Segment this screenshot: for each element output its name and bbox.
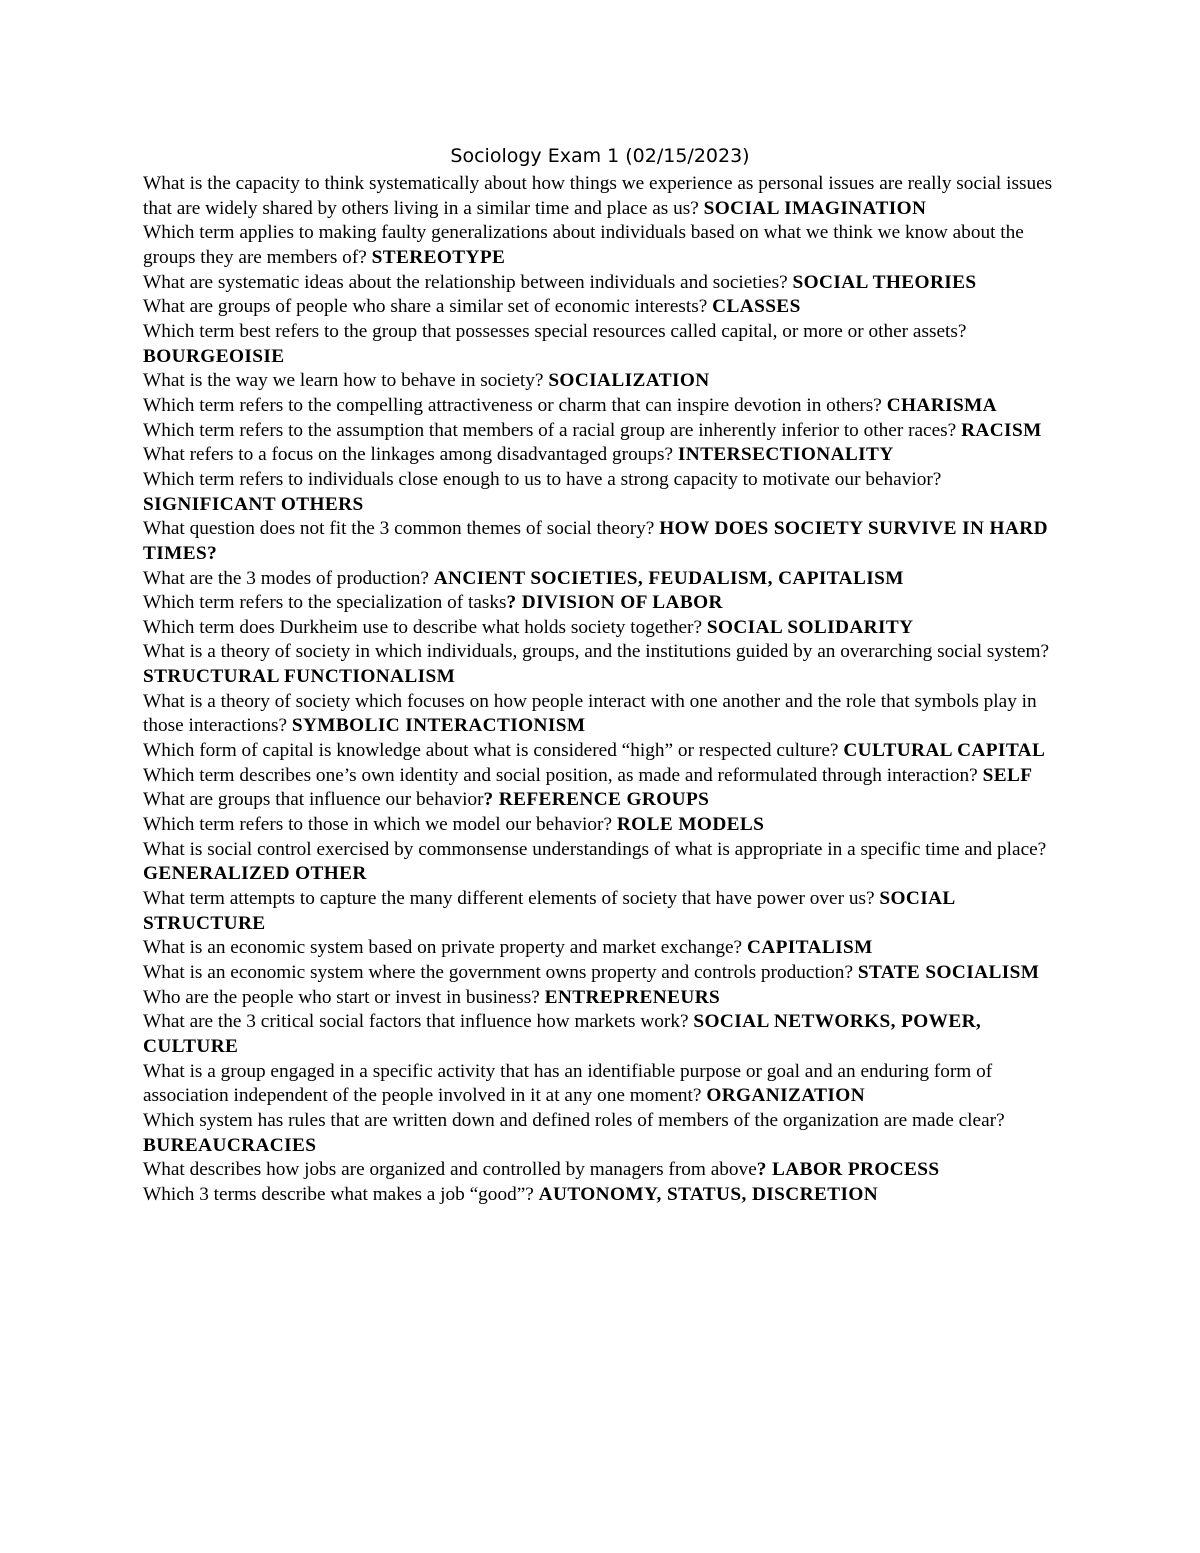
answer-text: CAPITALISM (746, 937, 873, 959)
question-text: Which term describes one’s own identity and social position, as made and reformulated through interaction? (143, 764, 978, 786)
answer-text: AUTONOMY, STATUS, DISCRETION (538, 1183, 879, 1205)
answer-text: ? LABOR PROCESS (756, 1159, 940, 1181)
question-text: What describes how jobs are organized and controlled by managers from above (143, 1159, 757, 1181)
answer-text: BOURGEOISIE (143, 345, 285, 367)
qa-item (143, 788, 1068, 813)
question-text: Which term best refers to the group that possesses special resources called capital, or more or other assets? (143, 320, 967, 342)
answer-text: SOCIAL THEORIES (792, 271, 977, 293)
question-text: What refers to a focus on the linkages among disadvantaged groups? (143, 444, 674, 466)
question-text: What is the capacity to think systematically about how things we experience as personal issues are really social issues that are widely shared by others living in a similar time and place as us? (143, 173, 1053, 219)
qa-item (143, 616, 1068, 641)
answer-text: ROLE MODELS (616, 814, 765, 836)
qa-item (143, 369, 1068, 394)
question-text: Which term refers to the assumption that members of a racial group are inherently inferior to other races? (143, 419, 957, 441)
qa-item (143, 591, 1068, 616)
answer-text: SELF (982, 764, 1033, 786)
qa-item (143, 172, 1068, 221)
qa-item (143, 961, 1068, 986)
question-text: Which 3 terms describe what makes a job “good”? (143, 1183, 534, 1205)
answer-text: SOCIAL STRUCTURE (143, 888, 955, 934)
question-text: What are systematic ideas about the relationship between individuals and societies? (143, 271, 788, 293)
answer-text: GENERALIZED OTHER (143, 863, 367, 885)
qa-item (143, 394, 1068, 419)
qa-item (143, 271, 1068, 296)
qa-item (143, 1183, 1068, 1208)
qa-item (143, 887, 1068, 936)
answer-text: BUREAUCRACIES (143, 1134, 317, 1156)
question-text: What is a group engaged in a specific activity that has an identifiable purpose or goal and an enduring form of association independent of the people involved in it at any one moment? (143, 1060, 993, 1107)
qa-item (143, 443, 1068, 468)
answer-text: ORGANIZATION (706, 1085, 866, 1107)
question-text: Which form of capital is knowledge about what is considered “high” or respected culture? (143, 740, 839, 762)
answer-text: STATE SOCIALISM (857, 962, 1040, 983)
qa-item (143, 1060, 1068, 1109)
document-title: Sociology Exam 1 (02/15/2023) (450, 145, 750, 167)
qa-item (143, 813, 1068, 838)
qa-item (143, 1010, 1068, 1059)
qa-item (143, 986, 1068, 1011)
qa-item (143, 640, 1068, 689)
answer-text: STEREOTYPE (371, 246, 506, 268)
qa-item (143, 295, 1068, 320)
qa-item (143, 764, 1068, 789)
answer-text: CULTURAL CAPITAL (843, 740, 1046, 762)
question-text: Which system has rules that are written down and defined roles of members of the organization are made clear? (143, 1109, 1005, 1131)
question-text: What are groups that influence our behavior (143, 789, 484, 811)
answer-text: SYMBOLIC INTERACTIONISM (291, 715, 586, 737)
answer-text: HOW DOES SOCIETY SURVIVE IN HARD TIMES? (143, 518, 1048, 564)
question-text: What are groups of people who share a similar set of economic interests? (143, 296, 708, 318)
answer-text: SOCIAL NETWORKS, POWER, CULTURE (143, 1011, 982, 1057)
question-text: What is a theory of society which focuses on how people interact with one another and the role that symbols play in those interactions? (143, 690, 1037, 737)
answer-text: ENTREPRENEURS (544, 986, 721, 1008)
question-text: What is an economic system where the government owns property and controls production? (143, 962, 853, 983)
qa-item (143, 936, 1068, 961)
question-text: Which term applies to making faulty generalizations about individuals based on what we think we know about the groups they are members of? (143, 222, 1024, 268)
answer-text: STRUCTURAL FUNCTIONALISM (143, 666, 456, 688)
qa-item (143, 739, 1068, 764)
qa-item (143, 517, 1068, 566)
answer-text: CLASSES (712, 296, 801, 318)
answer-text: ANCIENT SOCIETIES, FEUDALISM, CAPITALISM (433, 567, 904, 589)
answer-text: CHARISMA (886, 394, 998, 416)
answer-text: ? REFERENCE GROUPS (483, 789, 710, 811)
qa-item (143, 320, 1068, 369)
question-text: Which term refers to the specialization of tasks (143, 592, 507, 614)
question-text: Who are the people who start or invest in business? (143, 986, 540, 1008)
question-answer-list (143, 172, 1068, 1208)
question-text: What term attempts to capture the many different elements of society that have power over us? (143, 888, 875, 910)
question-text: What are the 3 critical social factors that influence how markets work? (143, 1011, 689, 1033)
qa-item (143, 468, 1068, 517)
question-text: Which term refers to those in which we model our behavior? (143, 814, 613, 836)
qa-item (143, 1109, 1068, 1158)
question-text: Which term does Durkheim use to describe what holds society together? (143, 616, 702, 638)
qa-item (143, 419, 1068, 444)
qa-item (143, 567, 1068, 592)
question-text: What is a theory of society in which individuals, groups, and the institutions guided by an overarching social system? (143, 641, 1050, 663)
qa-item (143, 1158, 1068, 1183)
question-text: What is social control exercised by commonsense understandings of what is appropriate in a specific time and place? (143, 838, 1047, 860)
question-text: Which term refers to the compelling attractiveness or charm that can inspire devotion in others? (143, 394, 882, 416)
qa-item (143, 690, 1068, 739)
question-text: Which term refers to individuals close enough to us to have a strong capacity to motivate our behavior? (143, 468, 942, 490)
question-text: What is an economic system based on private property and market exchange? (143, 937, 743, 959)
question-text: What question does not fit the 3 common themes of social theory? (143, 518, 655, 540)
answer-text: INTERSECTIONALITY (677, 444, 894, 466)
answer-text: RACISM (961, 419, 1042, 441)
question-text: What is the way we learn how to behave in society? (143, 370, 544, 392)
answer-text: SOCIAL IMAGINATION (703, 197, 927, 219)
qa-item (143, 838, 1068, 887)
qa-item (143, 221, 1068, 270)
answer-text: SOCIALIZATION (548, 370, 710, 392)
answer-text: SOCIAL SOLIDARITY (706, 616, 914, 638)
answer-text: SIGNIFICANT OTHERS (143, 493, 364, 515)
answer-text: ? DIVISION OF LABOR (506, 592, 723, 614)
question-text: What are the 3 modes of production? (143, 567, 429, 589)
